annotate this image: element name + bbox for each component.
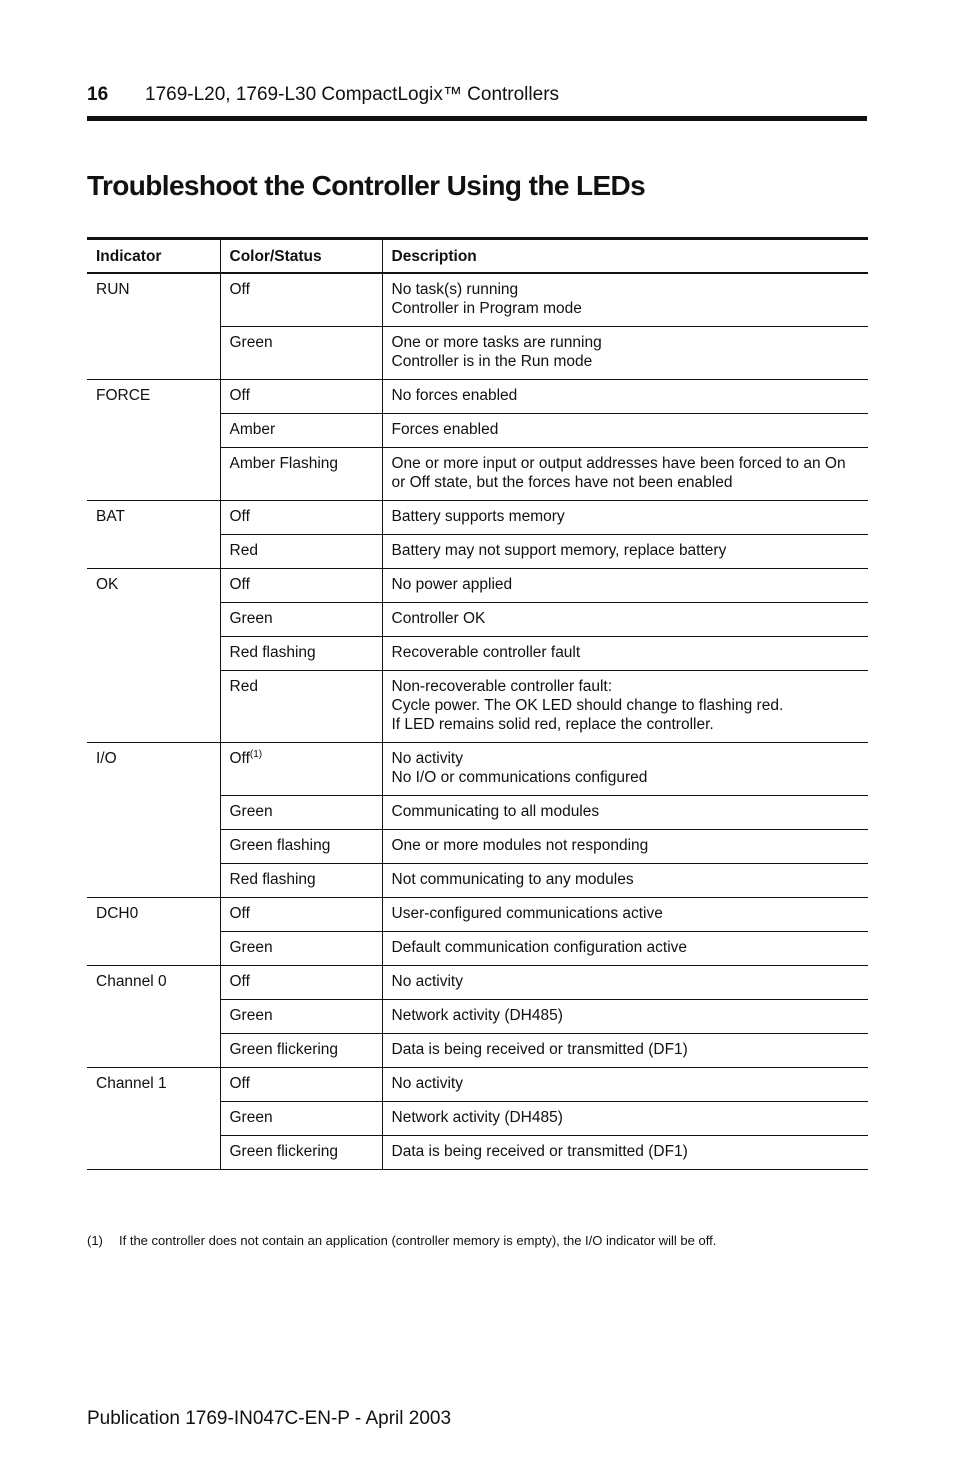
indicator-cell: RUN	[87, 273, 220, 380]
indicator-cell: OK	[87, 569, 220, 743]
description-line: User-configured communications active	[391, 905, 663, 922]
description-cell	[382, 327, 868, 380]
description-line: Controller is in the Run mode	[391, 353, 593, 370]
status-text: Green flashing	[229, 837, 331, 854]
status-text: Green	[229, 1109, 273, 1126]
description-line: Controller OK	[391, 610, 486, 627]
page-number: 16	[87, 84, 109, 105]
status-text: Red	[229, 542, 258, 559]
description-line: Recoverable controller fault	[391, 644, 581, 661]
table-row	[87, 380, 868, 414]
status-text: Off	[229, 387, 250, 404]
status-cell	[220, 637, 382, 671]
description-cell	[382, 535, 868, 569]
status-text: Green flickering	[229, 1041, 339, 1058]
description-cell	[382, 1136, 868, 1170]
description-cell	[382, 1068, 868, 1102]
description-line: Network activity (DH485)	[391, 1109, 563, 1126]
status-text: Off	[229, 281, 250, 298]
status-cell	[220, 864, 382, 898]
status-cell	[220, 830, 382, 864]
status-text: Green flickering	[229, 1143, 339, 1160]
description-cell	[382, 501, 868, 535]
status-cell	[220, 501, 382, 535]
status-cell	[220, 743, 382, 796]
description-line: Data is being received or transmitted (DF1)	[391, 1041, 688, 1058]
description-line: Controller in Program mode	[391, 300, 582, 317]
status-text: Amber	[229, 421, 276, 438]
status-text: Off	[229, 973, 250, 990]
description-cell	[382, 1000, 868, 1034]
description-line: Cycle power. The OK LED should change to flashing red.	[391, 697, 784, 714]
description-cell	[382, 448, 868, 501]
description-line: No activity	[391, 750, 463, 767]
status-text: Red flashing	[229, 871, 316, 888]
status-cell	[220, 448, 382, 501]
running-title: 1769-L20, 1769-L30 CompactLogix™ Controllers	[145, 84, 560, 105]
column-header-description: Description	[382, 239, 868, 274]
description-line: If LED remains solid red, replace the controller.	[391, 716, 714, 733]
description-line: One or more tasks are running	[391, 334, 602, 351]
status-text: Off	[229, 576, 250, 593]
description-line: No forces enabled	[391, 387, 518, 404]
description-line: Forces enabled	[391, 421, 499, 438]
status-cell	[220, 1000, 382, 1034]
status-cell	[220, 1034, 382, 1068]
description-cell	[382, 273, 868, 327]
description-cell	[382, 898, 868, 932]
description-line: Default communication configuration active	[391, 939, 688, 956]
description-cell	[382, 864, 868, 898]
description-line: No power applied	[391, 576, 513, 593]
status-cell	[220, 273, 382, 327]
table-row	[87, 1068, 868, 1102]
description-cell	[382, 743, 868, 796]
status-text: Off	[229, 1075, 250, 1092]
description-line: Communicating to all modules	[391, 803, 600, 820]
table-body	[87, 273, 868, 1170]
description-line: No activity	[391, 1075, 463, 1092]
indicator-cell: I/O	[87, 743, 220, 898]
status-cell	[220, 535, 382, 569]
description-cell	[382, 671, 868, 743]
indicator-cell: FORCE	[87, 380, 220, 501]
footnote-mark: (1)	[87, 1233, 103, 1248]
status-cell	[220, 932, 382, 966]
description-cell	[382, 569, 868, 603]
status-text: Green	[229, 610, 273, 627]
status-text: Amber Flashing	[229, 455, 339, 472]
table-row	[87, 898, 868, 932]
status-text: Green	[229, 939, 273, 956]
status-cell	[220, 603, 382, 637]
status-text: Green	[229, 334, 273, 351]
status-cell	[220, 1102, 382, 1136]
table-row	[87, 743, 868, 796]
description-cell	[382, 380, 868, 414]
status-cell	[220, 898, 382, 932]
description-line: Not communicating to any modules	[391, 871, 634, 888]
description-line: Battery may not support memory, replace battery	[391, 542, 727, 559]
footnote	[87, 1232, 716, 1250]
description-cell	[382, 414, 868, 448]
description-cell	[382, 966, 868, 1000]
description-line: or Off state, but the forces have not been enabled	[391, 474, 733, 491]
table-header-row	[87, 239, 868, 274]
status-text: Red flashing	[229, 644, 316, 661]
status-cell	[220, 966, 382, 1000]
publication-footer: Publication 1769-IN047C-EN-P - April 2003	[87, 1408, 452, 1429]
status-text: Green	[229, 1007, 273, 1024]
status-text: Red	[229, 678, 258, 695]
description-line: Data is being received or transmitted (DF1)	[391, 1143, 688, 1160]
running-head	[87, 82, 867, 108]
description-line: Network activity (DH485)	[391, 1007, 563, 1024]
description-cell	[382, 637, 868, 671]
description-line: Battery supports memory	[391, 508, 565, 525]
description-line: One or more input or output addresses have been forced to an On	[391, 455, 846, 472]
status-text: Off	[229, 508, 250, 525]
indicator-cell: BAT	[87, 501, 220, 569]
description-line: No task(s) running	[391, 281, 519, 298]
description-line: One or more modules not responding	[391, 837, 649, 854]
page-title: Troubleshoot the Controller Using the LEDs	[87, 170, 646, 201]
footnote-text: If the controller does not contain an application (controller memory is empty), the I/O indicator will be off.	[119, 1233, 717, 1248]
status-cell	[220, 327, 382, 380]
indicator-cell: Channel 0	[87, 966, 220, 1068]
header-rule	[87, 116, 867, 121]
description-cell	[382, 932, 868, 966]
table-row	[87, 273, 868, 327]
status-text: Off	[229, 905, 250, 922]
status-text: Off	[229, 750, 250, 767]
table-row	[87, 569, 868, 603]
status-cell	[220, 671, 382, 743]
footnote-reference: (1)	[249, 748, 263, 760]
description-cell	[382, 796, 868, 830]
indicator-cell: Channel 1	[87, 1068, 220, 1170]
description-line: No I/O or communications configured	[391, 769, 648, 786]
column-header-color-status: Color/Status	[220, 239, 382, 274]
status-cell	[220, 1136, 382, 1170]
description-cell	[382, 830, 868, 864]
status-cell	[220, 1068, 382, 1102]
table-row	[87, 966, 868, 1000]
status-cell	[220, 414, 382, 448]
description-cell	[382, 603, 868, 637]
column-header-indicator: Indicator	[96, 247, 162, 265]
status-cell	[220, 569, 382, 603]
status-cell	[220, 380, 382, 414]
status-text: Green	[229, 803, 273, 820]
led-troubleshooting-table	[87, 237, 868, 1170]
indicator-cell: DCH0	[87, 898, 220, 966]
description-line: Non-recoverable controller fault:	[391, 678, 613, 695]
description-cell	[382, 1102, 868, 1136]
description-cell	[382, 1034, 868, 1068]
description-line: No activity	[391, 973, 463, 990]
table-row	[87, 501, 868, 535]
status-cell	[220, 796, 382, 830]
